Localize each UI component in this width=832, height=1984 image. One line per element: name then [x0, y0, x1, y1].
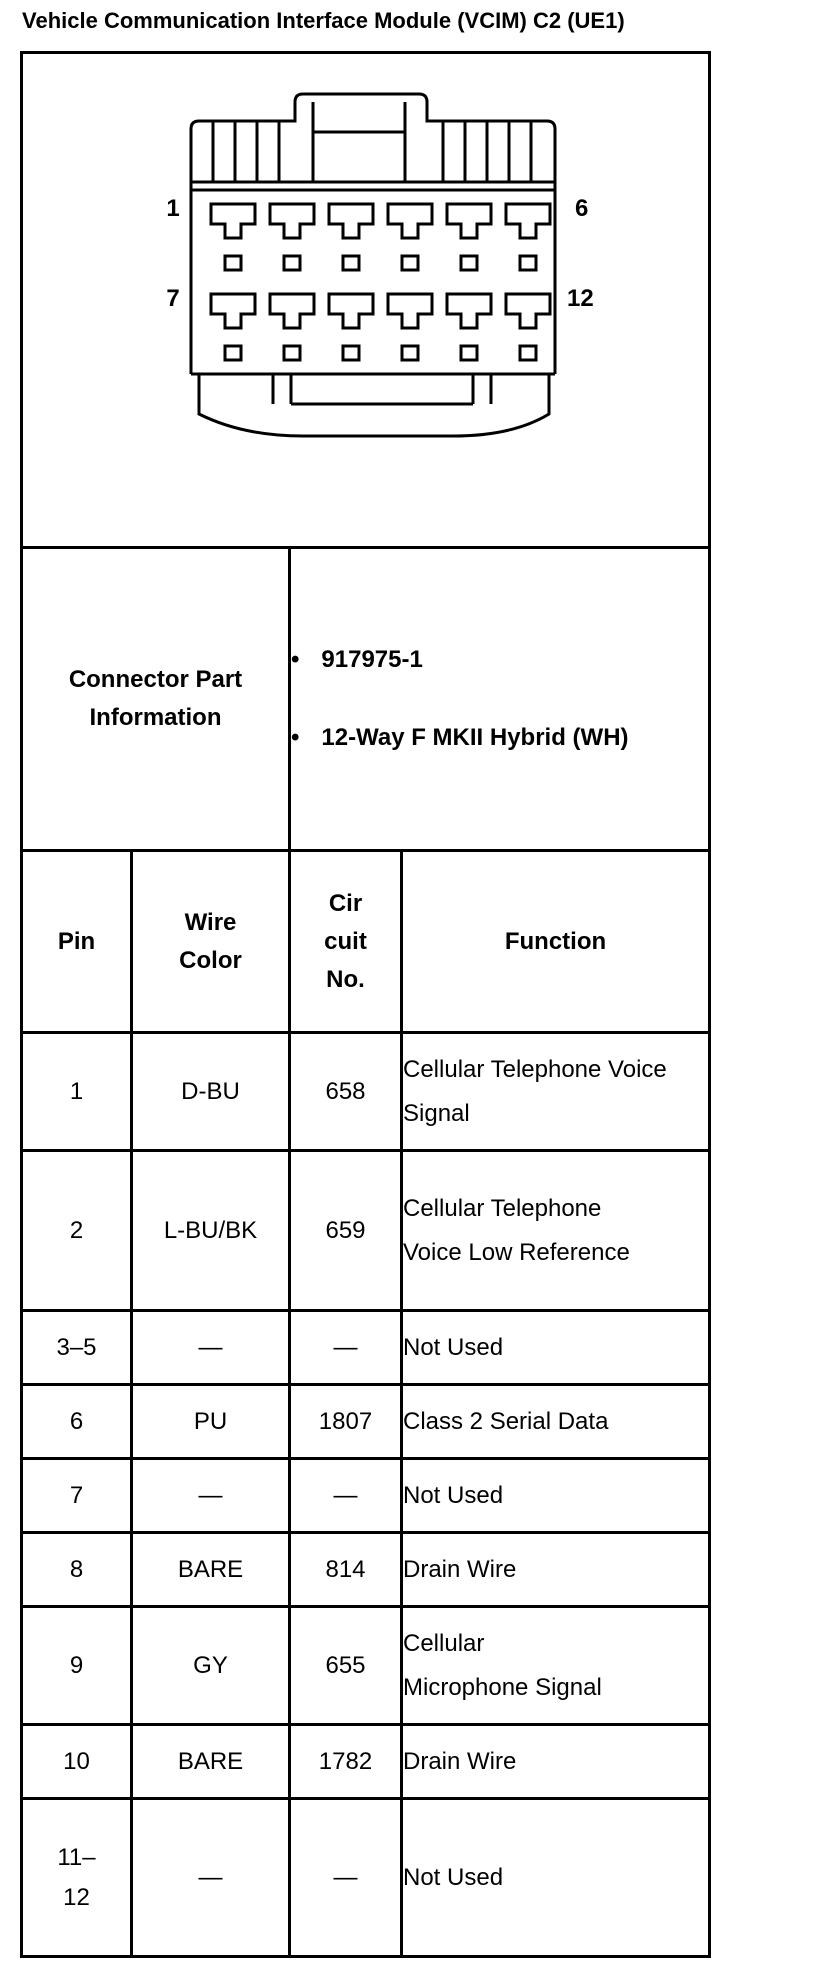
pin-terminal-slot [343, 346, 359, 360]
connector-table-frame [20, 51, 708, 1973]
function-cell: Drain Wire [402, 1725, 710, 1799]
pin-12-label: 12 [567, 285, 594, 312]
pin-cell: 1 [22, 1033, 132, 1151]
circuit-cell: 658 [290, 1033, 402, 1151]
part-info-item-2: • 12-Way F MKII Hybrid (WH) [291, 724, 629, 751]
wire-color-cell: L-BU/BK [132, 1151, 290, 1311]
header-function: Function [402, 851, 710, 1033]
table-row [22, 1459, 710, 1533]
table-row [22, 1385, 710, 1459]
pin-terminal-slot [461, 256, 477, 270]
function-cell: Cellular Microphone Signal [402, 1607, 710, 1725]
pin-7-label: 7 [166, 285, 180, 312]
pin-cavity [447, 294, 491, 328]
circuit-cell: — [290, 1799, 402, 1957]
wire-color-cell: PU [132, 1385, 290, 1459]
function-cell: Drain Wire [402, 1533, 710, 1607]
pin-terminal-slot [284, 256, 300, 270]
part-label-line1: Connector Part [68, 666, 243, 693]
pin-cell: 7 [22, 1459, 132, 1533]
function-cell: Cellular Telephone Voice Low Reference [402, 1151, 710, 1311]
connector-info-table [20, 51, 711, 1958]
circuit-cell: 1782 [290, 1725, 402, 1799]
pin-cell: 10 [22, 1725, 132, 1799]
table-row [22, 1725, 710, 1799]
header-wire-color: Wire Color [132, 851, 290, 1033]
wire-color-cell: GY [132, 1607, 290, 1725]
pin-terminal-slot [225, 256, 241, 270]
pin-6-label: 6 [575, 195, 589, 222]
pin-cavity [447, 204, 491, 238]
pin-terminal-slot [402, 256, 418, 270]
connector-part-info-cell [290, 548, 710, 851]
pin-cell: 2 [22, 1151, 132, 1311]
pin-cavity [211, 294, 255, 328]
pin-cavity [270, 294, 314, 328]
pin-cell: 6 [22, 1385, 132, 1459]
wire-color-cell: — [132, 1311, 290, 1385]
pin-1-label: 1 [166, 195, 180, 222]
wire-color-cell: — [132, 1459, 290, 1533]
connector-part-label-cell [22, 548, 290, 851]
pin-terminal-slot [461, 346, 477, 360]
pin-cavity [506, 204, 550, 238]
pin-cell: 11–12 [22, 1799, 132, 1957]
header-pin: Pin [22, 851, 132, 1033]
pin-terminal-slot [225, 346, 241, 360]
table-row [22, 1033, 710, 1151]
pin-cell: 9 [22, 1607, 132, 1725]
wire-color-cell: D-BU [132, 1033, 290, 1151]
pin-cell: 8 [22, 1533, 132, 1607]
circuit-cell: — [290, 1459, 402, 1533]
pin-cavity [329, 294, 373, 328]
wire-color-cell: BARE [132, 1725, 290, 1799]
circuit-cell: — [290, 1311, 402, 1385]
pin-cell: 3–5 [22, 1311, 132, 1385]
pin-terminal-slot [343, 256, 359, 270]
connector-face-diagram [23, 54, 711, 539]
wire-color-cell: BARE [132, 1533, 290, 1607]
circuit-cell: 655 [290, 1607, 402, 1725]
pin-cavity [270, 204, 314, 238]
pin-terminal-slot [520, 346, 536, 360]
function-cell: Not Used [402, 1311, 710, 1385]
wire-color-cell: — [132, 1799, 290, 1957]
function-cell: Class 2 Serial Data [402, 1385, 710, 1459]
pin-cavity [388, 294, 432, 328]
pin-cavity [211, 204, 255, 238]
table-row [22, 1311, 710, 1385]
circuit-cell: 1807 [290, 1385, 402, 1459]
header-circuit-no: Cir cuit No. [290, 851, 402, 1033]
pin-cavity [506, 294, 550, 328]
circuit-cell: 814 [290, 1533, 402, 1607]
function-cell: Not Used [402, 1799, 710, 1957]
pin-terminal-slot [520, 256, 536, 270]
function-cell: Cellular Telephone Voice Signal [402, 1033, 710, 1151]
pin-terminal-slot [284, 346, 300, 360]
table-row [22, 1151, 710, 1311]
connector-diagram-cell [22, 53, 710, 548]
pin-cavity [388, 204, 432, 238]
pin-terminal-slot [402, 346, 418, 360]
table-row [22, 1799, 710, 1957]
part-info-item-1: • 917975-1 [291, 646, 423, 673]
page-title: Vehicle Communication Interface Module (VCIM) C2 (UE1) [22, 8, 625, 33]
circuit-cell: 659 [290, 1151, 402, 1311]
table-row [22, 1533, 710, 1607]
part-label-line2: Information [89, 704, 222, 731]
function-cell: Not Used [402, 1459, 710, 1533]
pin-cavity [329, 204, 373, 238]
table-row [22, 1607, 710, 1725]
